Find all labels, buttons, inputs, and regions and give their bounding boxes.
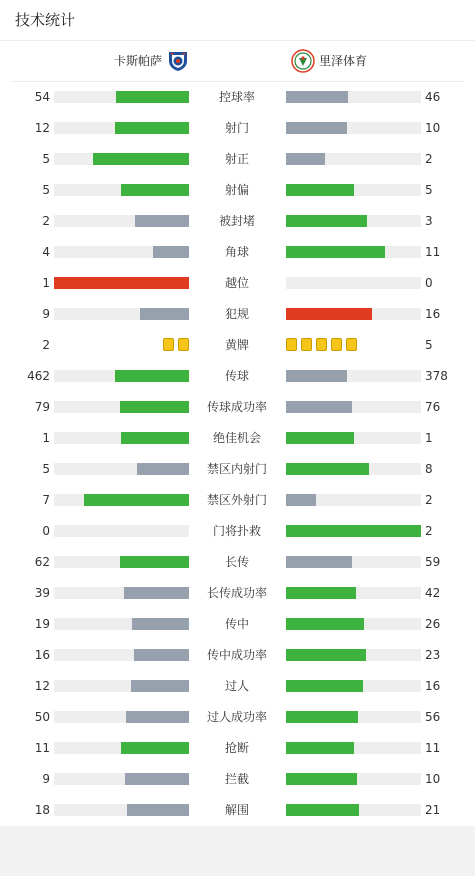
away-value: 2 <box>425 152 433 166</box>
away-value: 76 <box>425 400 441 414</box>
away-bar-track <box>286 277 421 289</box>
away-bar-track <box>286 804 421 816</box>
home-bar-fill <box>120 556 189 568</box>
away-bar-fill <box>286 432 354 444</box>
home-value: 12 <box>34 679 50 693</box>
home-bar-track <box>54 804 189 816</box>
away-bar-track <box>286 432 421 444</box>
away-value: 11 <box>425 741 441 755</box>
away-bar-fill <box>286 649 366 661</box>
yellow-card-icon <box>331 338 342 351</box>
home-bar-track <box>54 401 189 413</box>
stat-label: 被封堵 <box>218 214 255 228</box>
stat-label: 长传 <box>224 555 249 569</box>
stat-label: 解围 <box>224 803 249 817</box>
stat-label: 禁区内射门 <box>206 462 267 476</box>
home-bar-track <box>54 184 189 196</box>
away-bar-track <box>286 246 421 258</box>
home-bar-track <box>54 773 189 785</box>
stat-row <box>0 369 475 383</box>
stat-label: 传球 <box>224 369 249 383</box>
home-bar-track <box>54 153 189 165</box>
stat-row <box>0 493 475 507</box>
kasimpasa-crest-icon <box>166 49 190 73</box>
away-yellow-cards <box>286 338 361 352</box>
away-team-name: 里泽体育 <box>319 54 368 68</box>
stat-label: 越位 <box>224 276 249 290</box>
away-bar-track <box>286 215 421 227</box>
home-value: 39 <box>34 586 50 600</box>
away-value: 42 <box>425 586 441 600</box>
away-value: 2 <box>425 524 433 538</box>
home-bar-fill <box>115 122 189 134</box>
home-bar-track <box>54 370 189 382</box>
stat-row <box>0 214 475 228</box>
home-value: 54 <box>34 90 50 104</box>
home-bar-track <box>54 432 189 444</box>
stat-row <box>0 772 475 786</box>
stat-row <box>0 183 475 197</box>
home-bar-fill <box>126 711 189 723</box>
away-bar-track <box>286 494 421 506</box>
stat-label: 过人成功率 <box>206 710 267 724</box>
away-bar-track <box>286 711 421 723</box>
away-value: 0 <box>425 276 433 290</box>
away-bar-fill <box>286 122 347 134</box>
away-value: 59 <box>425 555 441 569</box>
home-value: 62 <box>34 555 50 569</box>
home-bar-track <box>54 308 189 320</box>
home-value: 19 <box>34 617 50 631</box>
home-bar-fill <box>115 370 189 382</box>
away-value: 46 <box>425 90 441 104</box>
yellow-card-icon <box>178 338 189 351</box>
home-value: 11 <box>34 741 50 755</box>
home-value: 9 <box>42 307 50 321</box>
stat-row <box>0 648 475 662</box>
home-value: 5 <box>42 462 50 476</box>
stat-label: 控球率 <box>218 90 255 104</box>
away-bar-track <box>286 680 421 692</box>
away-bar-fill <box>286 494 316 506</box>
stat-row <box>0 152 475 166</box>
away-bar-track <box>286 525 421 537</box>
away-bar-fill <box>286 215 367 227</box>
away-bar-fill <box>286 804 359 816</box>
home-bar-track <box>54 494 189 506</box>
away-bar-fill <box>286 525 421 537</box>
home-bar-track <box>54 618 189 630</box>
yellow-card-icon <box>316 338 327 351</box>
stat-row <box>0 276 475 290</box>
home-value: 5 <box>42 152 50 166</box>
home-bar-fill <box>124 587 189 599</box>
home-team[interactable] <box>114 50 190 72</box>
home-value: 462 <box>27 369 50 383</box>
home-bar-track <box>54 277 189 289</box>
away-value: 10 <box>425 772 441 786</box>
away-value: 11 <box>425 245 441 259</box>
home-bar-fill <box>93 153 189 165</box>
stat-label: 拦截 <box>224 772 249 786</box>
away-value: 26 <box>425 617 441 631</box>
home-bar-track <box>54 525 189 537</box>
away-bar-track <box>286 184 421 196</box>
home-bar-fill <box>121 742 189 754</box>
home-value: 1 <box>42 276 50 290</box>
away-bar-fill <box>286 680 363 692</box>
home-bar-track <box>54 91 189 103</box>
home-value: 5 <box>42 183 50 197</box>
away-bar-track <box>286 556 421 568</box>
away-bar-track <box>286 153 421 165</box>
teams-header <box>10 41 465 82</box>
stat-row <box>0 679 475 693</box>
home-value: 4 <box>42 245 50 259</box>
home-bar-track <box>54 742 189 754</box>
away-value: 21 <box>425 803 441 817</box>
stat-label: 射门 <box>224 121 249 135</box>
away-bar-track <box>286 587 421 599</box>
stat-row <box>0 400 475 414</box>
stat-label: 门将扑救 <box>212 524 261 538</box>
away-value: 10 <box>425 121 441 135</box>
away-value: 23 <box>425 648 441 662</box>
yellow-card-icon <box>301 338 312 351</box>
home-bar-fill <box>131 680 189 692</box>
stat-row <box>0 586 475 600</box>
home-value: 18 <box>34 803 50 817</box>
away-bar-track <box>286 742 421 754</box>
home-bar-fill <box>140 308 189 320</box>
away-bar-track <box>286 370 421 382</box>
home-bar-track <box>54 556 189 568</box>
home-bar-fill <box>132 618 189 630</box>
home-bar-fill <box>135 215 189 227</box>
home-bar-track <box>54 215 189 227</box>
away-value: 16 <box>425 679 441 693</box>
home-bar-fill <box>121 432 189 444</box>
home-bar-fill <box>153 246 189 258</box>
away-bar-track <box>286 463 421 475</box>
away-value: 56 <box>425 710 441 724</box>
home-bar-fill <box>54 277 189 289</box>
home-team-name: 卡斯帕萨 <box>113 54 162 68</box>
home-value: 12 <box>34 121 50 135</box>
home-value: 2 <box>42 214 50 228</box>
yellow-card-icon <box>163 338 174 351</box>
home-bar-fill <box>121 184 189 196</box>
stat-label: 射偏 <box>224 183 249 197</box>
away-bar-fill <box>286 153 325 165</box>
away-bar-track <box>286 91 421 103</box>
stat-label: 禁区外射门 <box>206 493 267 507</box>
home-bar-track <box>54 587 189 599</box>
yellow-card-icon <box>286 338 297 351</box>
home-bar-track <box>54 711 189 723</box>
home-bar-fill <box>137 463 189 475</box>
home-value: 79 <box>34 400 50 414</box>
stat-row <box>0 338 475 352</box>
home-bar-fill <box>84 494 189 506</box>
away-bar-fill <box>286 773 357 785</box>
home-bar-track <box>54 649 189 661</box>
home-bar-track <box>54 680 189 692</box>
away-value: 2 <box>425 493 433 507</box>
home-bar-fill <box>134 649 189 661</box>
stat-row <box>0 555 475 569</box>
away-bar-fill <box>286 618 364 630</box>
page-title: 技术统计 <box>15 11 76 29</box>
rizespor-crest-icon <box>291 49 315 73</box>
stat-label: 长传成功率 <box>206 586 267 600</box>
away-value: 16 <box>425 307 441 321</box>
away-bar-fill <box>286 246 385 258</box>
away-bar-track <box>286 773 421 785</box>
away-bar-fill <box>286 370 347 382</box>
away-value: 5 <box>425 183 433 197</box>
away-value: 1 <box>425 431 433 445</box>
stat-label: 抢断 <box>224 741 249 755</box>
stat-label: 过人 <box>224 679 249 693</box>
away-bar-fill <box>286 587 356 599</box>
home-bar-track <box>54 122 189 134</box>
home-value: 9 <box>42 772 50 786</box>
away-value: 378 <box>425 369 448 383</box>
stat-label: 犯规 <box>224 307 249 321</box>
stat-row <box>0 307 475 321</box>
away-bar-track <box>286 401 421 413</box>
away-bar-track <box>286 308 421 320</box>
away-bar-track <box>286 618 421 630</box>
home-bar-track <box>54 463 189 475</box>
home-bar-fill <box>116 91 189 103</box>
stat-label: 角球 <box>224 245 249 259</box>
home-value: 7 <box>42 493 50 507</box>
stat-row <box>0 741 475 755</box>
home-value: 1 <box>42 431 50 445</box>
away-bar-track <box>286 122 421 134</box>
stat-row <box>0 710 475 724</box>
away-bar-fill <box>286 711 358 723</box>
away-value: 5 <box>425 338 433 352</box>
home-value: 0 <box>42 524 50 538</box>
away-value: 3 <box>425 214 433 228</box>
stat-label: 射正 <box>224 152 249 166</box>
home-value: 16 <box>34 648 50 662</box>
stat-row <box>0 803 475 817</box>
away-bar-fill <box>286 556 352 568</box>
away-bar-fill <box>286 401 352 413</box>
home-value: 2 <box>42 338 50 352</box>
stat-row <box>0 121 475 135</box>
stat-row <box>0 617 475 631</box>
away-bar-fill <box>286 184 354 196</box>
home-value: 50 <box>34 710 50 724</box>
stat-row <box>0 431 475 445</box>
away-bar-fill <box>286 308 372 320</box>
away-bar-fill <box>286 463 369 475</box>
stat-label: 黄牌 <box>224 338 249 352</box>
away-bar-fill <box>286 91 348 103</box>
stat-row <box>0 90 475 104</box>
home-bar-track <box>54 246 189 258</box>
yellow-card-icon <box>346 338 357 351</box>
stat-row <box>0 524 475 538</box>
stat-label: 传中成功率 <box>206 648 267 662</box>
home-bar-fill <box>127 804 189 816</box>
home-bar-fill <box>120 401 189 413</box>
stat-label: 传中 <box>224 617 249 631</box>
stat-label: 传球成功率 <box>206 400 267 414</box>
away-bar-track <box>286 649 421 661</box>
home-bar-fill <box>125 773 189 785</box>
away-team[interactable] <box>291 50 367 72</box>
stat-row <box>0 462 475 476</box>
away-value: 8 <box>425 462 433 476</box>
title-bar <box>0 0 475 41</box>
stat-row <box>0 245 475 259</box>
stat-label: 绝佳机会 <box>212 431 261 445</box>
home-yellow-cards <box>159 338 189 352</box>
away-bar-fill <box>286 742 354 754</box>
